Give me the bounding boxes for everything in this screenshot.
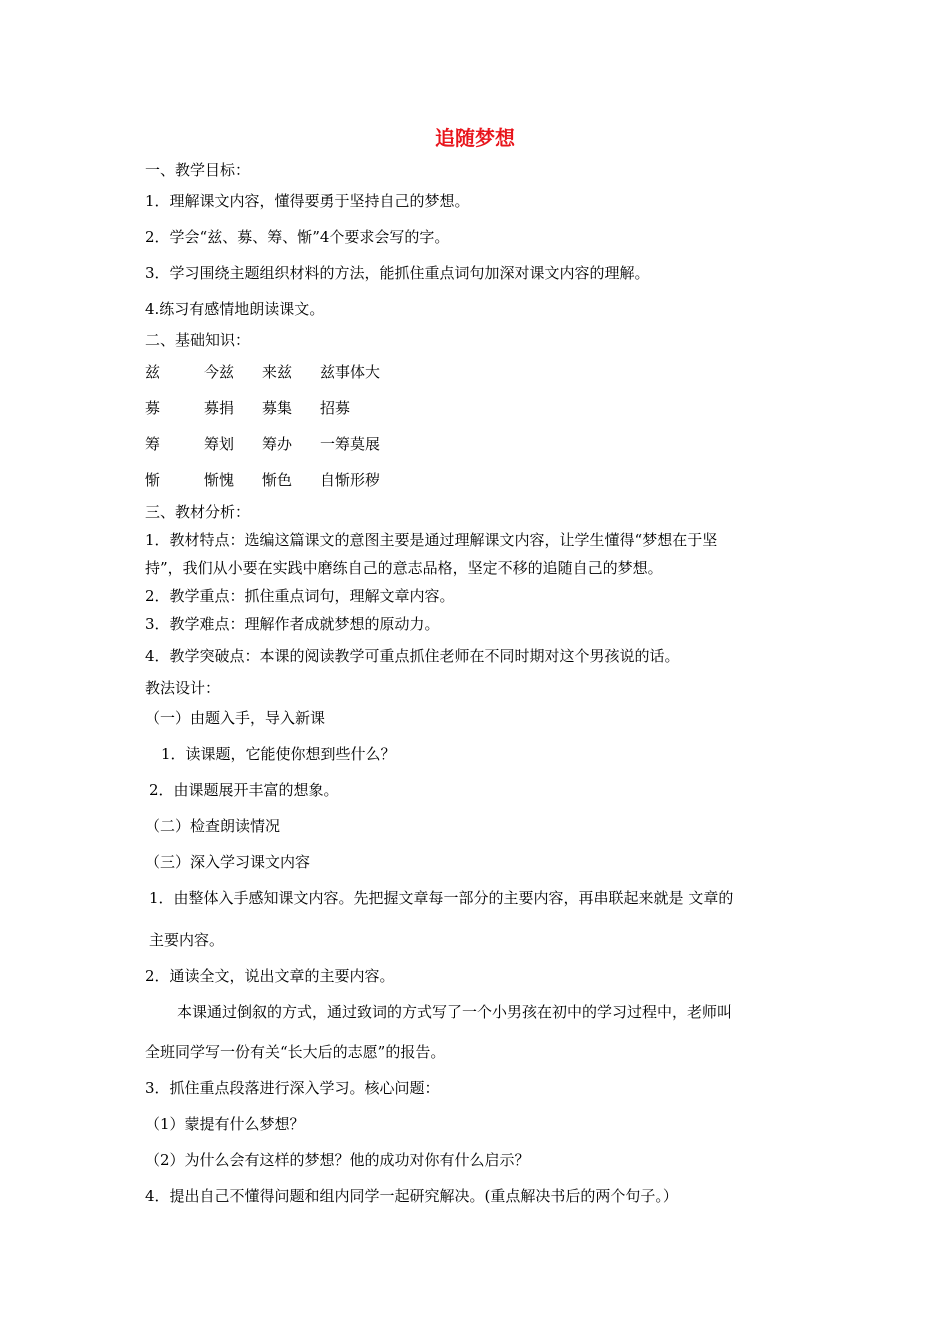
analysis-item-1-line1: 1．教材特点：选编这篇课文的意图主要是通过理解课文内容，让学生懂得“梦想在于坚 [145,531,718,549]
goal-item-3: 3．学习围绕主题组织材料的方法，能抓住重点词句加深对课文内容的理解。 [145,264,650,282]
vocab-char: 惭 [145,471,161,489]
analysis-item-1-line2: 持”，我们从小要在实践中磨练自己的意志品格，坚定不移的追随自己的梦想。 [145,559,663,577]
vocab-word: 募集 [262,399,293,417]
analysis-item-2: 2．教学重点：抓住重点词句，理解文章内容。 [145,587,455,605]
part3-item-2: 2．通读全文，说出文章的主要内容。 [145,967,395,985]
vocab-char: 募 [145,399,161,417]
section-heading-analysis: 三、教材分析： [145,503,251,521]
part3-item-1-line2: 主要内容。 [149,931,225,949]
vocab-char: 筹 [145,435,161,453]
goal-item-1: 1．理解课文内容，懂得要勇于坚持自己的梦想。 [145,192,470,210]
goal-item-2: 2．学会“兹、募、筹、惭”4个要求会写的字。 [145,228,450,246]
part3-heading: （三）深入学习课文内容 [145,853,311,871]
vocab-word: 惭色 [262,471,293,489]
part1-item-2: 2．由课题展开丰富的想象。 [149,781,339,799]
vocab-word: 招募 [320,399,351,417]
part3-item-3: 3．抓住重点段落进行深入学习。核心问题： [145,1079,440,1097]
vocab-word: 来兹 [262,363,293,381]
section-heading-method: 教法设计： [145,679,221,697]
analysis-item-4: 4．教学突破点：本课的阅读教学可重点抓住老师在不同时期对这个男孩说的话。 [145,647,680,665]
part3-paragraph-line1: 本课通过倒叙的方式，通过致词的方式写了一个小男孩在初中的学习过程中，老师叫 [177,1003,733,1021]
vocab-word: 今兹 [204,363,235,381]
vocab-word: 筹办 [262,435,293,453]
part2-heading: （二）检查朗读情况 [145,817,281,835]
vocab-char: 兹 [145,363,161,381]
part3-question-1: （1）蒙提有什么梦想？ [145,1115,305,1133]
vocab-word: 募捐 [204,399,235,417]
section-heading-basics: 二、基础知识： [145,331,251,349]
part3-item-4: 4．提出自己不懂得问题和组内同学一起研究解决。(重点解决书后的两个句子。） [145,1187,678,1205]
vocab-word: 自惭形秽 [320,471,381,489]
part1-heading: （一）由题入手，导入新课 [145,709,326,727]
part3-item-1-line1: 1．由整体入手感知课文内容。先把握文章每一部分的主要内容，再串联起来就是 文章的 [149,889,734,907]
vocab-word: 筹划 [204,435,235,453]
vocab-word: 兹事体大 [320,363,381,381]
part1-item-1: 1．读课题，它能使你想到些什么？ [161,745,396,763]
document-title: 追随梦想 [435,126,515,150]
analysis-item-3: 3．教学难点：理解作者成就梦想的原动力。 [145,615,440,633]
vocab-word: 惭愧 [204,471,235,489]
part3-paragraph-line2: 全班同学写一份有关“长大后的志愿”的报告。 [145,1043,446,1061]
vocab-word: 一筹莫展 [320,435,381,453]
part3-question-2: （2）为什么会有这样的梦想？他的成功对你有什么启示？ [145,1151,530,1169]
goal-item-4: 4.练习有感情地朗读课文。 [145,300,325,318]
section-heading-goals: 一、教学目标： [145,161,251,179]
